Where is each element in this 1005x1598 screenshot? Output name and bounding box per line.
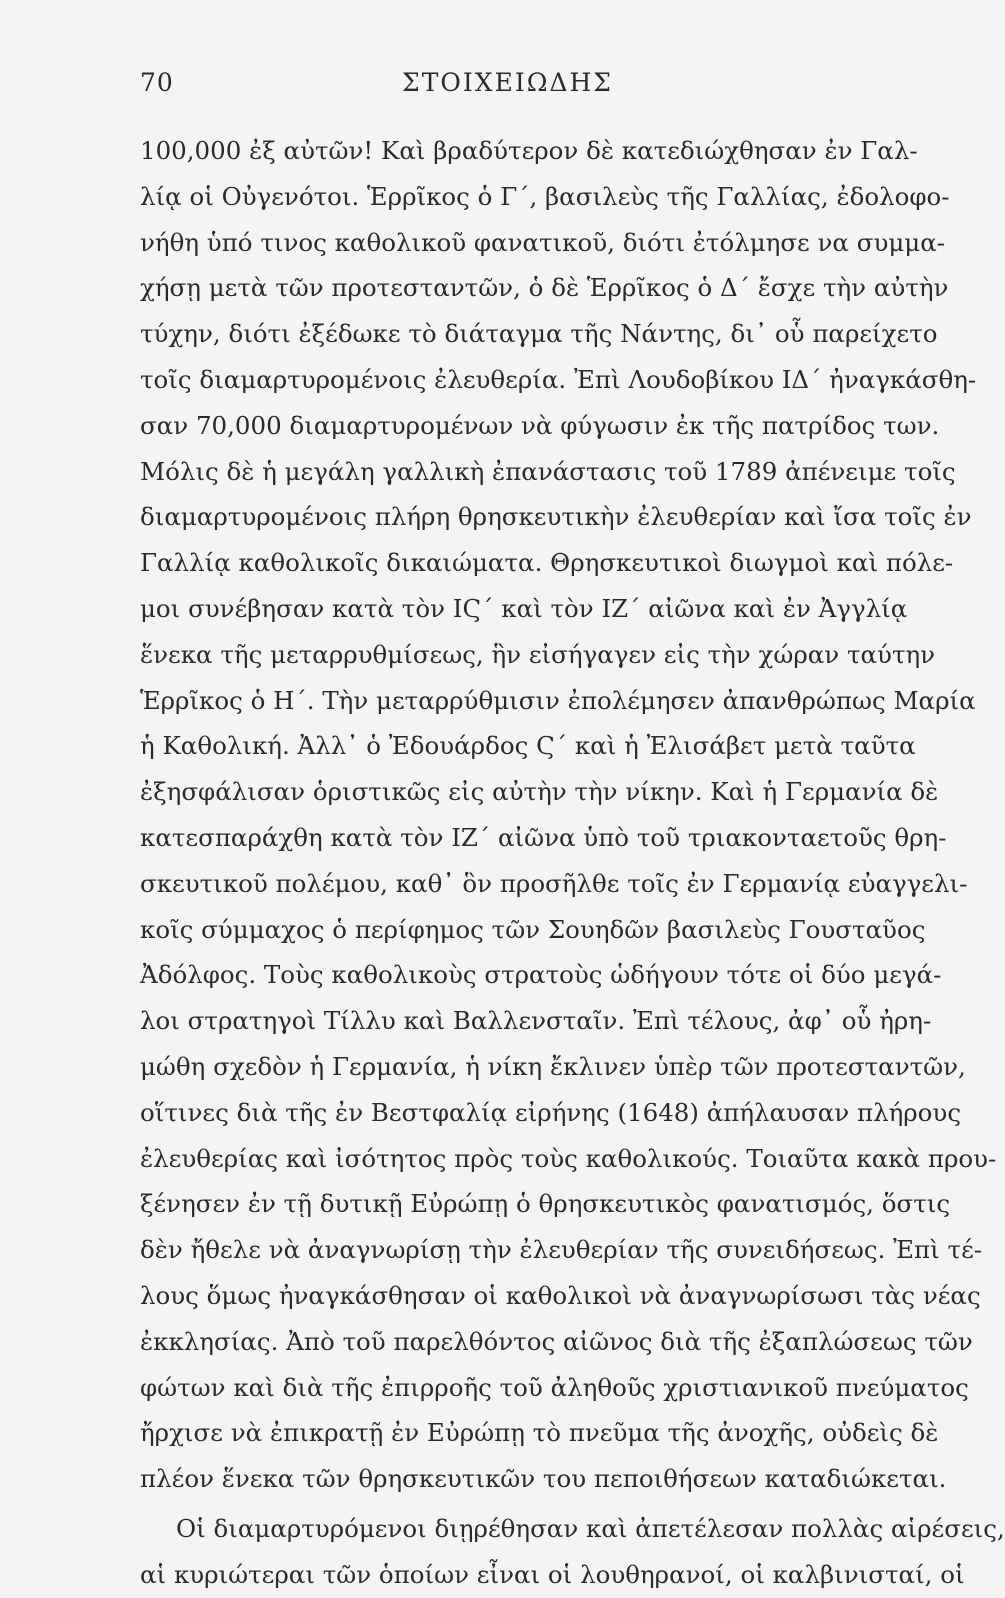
- text-line: ἕνεκα τῆς μεταρρυθμίσεως, ἣν εἰσήγαγεν εἰς τὴν χώραν ταύτην: [140, 639, 936, 669]
- text-line: ξένησεν ἐν τῇ δυτικῇ Εὐρώπῃ ὁ θρησκευτικὸς φανατισμός, ὅστις: [140, 1189, 951, 1219]
- text-line: μοι συνέβησαν κατὰ τὸν ΙϚ΄ καὶ τὸν ΙΖ΄ αἰῶνα καὶ ἐν Ἀγγλίᾳ: [140, 593, 908, 623]
- text-line: Ἀδόλφος. Τοὺς καθολικοὺς στρατοὺς ὡδήγουν τότε οἱ δύο μεγά-: [140, 960, 942, 990]
- text-line: ἐλευθερίας καὶ ἰσότητος πρὸς τοὺς καθολικούς. Τοιαῦτα κακὰ πρου-: [140, 1143, 997, 1173]
- text-line: τοῖς διαμαρτυρομένοις ἐλευθερία. Ἐπὶ Λουδοβίκου ΙΔ΄ ἠναγκάσθη-: [140, 364, 977, 394]
- text-line: κατεσπαράχθη κατὰ τὸν ΙΖ΄ αἰῶνα ὑπὸ τοῦ τριακονταετοῦς θρη-: [140, 822, 947, 852]
- text-line: νήθη ὑπό τινος καθολικοῦ φανατικοῦ, διότι ἐτόλμησε να συμμα-: [140, 227, 946, 257]
- text-line: σκευτικοῦ πολέμου, καθ᾽ ὃν προσῆλθε τοῖς ἐν Γερμανίᾳ εὐαγγελι-: [140, 868, 968, 898]
- text-line: δὲν ἤθελε νὰ ἀναγνωρίσῃ τὴν ἐλευθερίαν τῆς συνειδήσεως. Ἐπὶ τέ-: [140, 1235, 983, 1265]
- text-line: λοι στρατηγοὶ Τίλλυ καὶ Βαλλενσταῖν. Ἐπὶ τέλους, ἀφ᾽ οὗ ἠρη-: [140, 1006, 932, 1036]
- page-number: 70: [140, 68, 174, 97]
- text-line: Οἱ διαμαρτυρόμενοι διῃρέθησαν καὶ ἀπετέλεσαν πολλὰς αἱρέσεις,: [176, 1513, 1005, 1543]
- text-line: ἐκκλησίας. Ἀπὸ τοῦ παρελθόντος αἰῶνος διὰ τῆς ἐξαπλώσεως τῶν: [140, 1326, 973, 1356]
- text-line: κοῖς σύμμαχος ὁ περίφημος τῶν Σουηδῶν βασιλεὺς Γουσταῦος: [140, 914, 926, 944]
- text-line: χήσῃ μετὰ τῶν προτεσταντῶν, ὁ δὲ Ἑρρῖκος ὁ Δ΄ ἔσχε τὴν αὐτὴν: [140, 273, 949, 303]
- text-line: σαν 70,000 διαμαρτυρομένων νὰ φύγωσιν ἐκ τῆς πατρίδος των.: [140, 410, 940, 440]
- text-line: 100,000 ἐξ αὐτῶν! Καὶ βραδύτερον δὲ κατεδιώχθησαν ἐν Γαλ-: [140, 136, 918, 165]
- text-line: πλέον ἕνεκα τῶν θρησκευτικῶν του πεποιθήσεων καταδιώκεται.: [140, 1464, 947, 1494]
- running-title: ΣΤΟΙΧΕΙΩΔΗΣ: [402, 68, 613, 97]
- text-line: αἱ κυριώτεραι τῶν ὁποίων εἶναι οἱ λουθηρανοί, οἱ καλβινισταί, οἱ: [140, 1559, 965, 1589]
- text-line: φώτων καὶ διὰ τῆς ἐπιρροῆς τοῦ ἀληθοῦς χριστιανικοῦ πνεύματος: [140, 1372, 969, 1402]
- text-line: λίᾳ οἱ Οὐγενότοι. Ἑρρῖκος ὁ Γ΄, βασιλεὺς τῆς Γαλλίας, ἐδολοφο-: [140, 181, 950, 211]
- text-line: μώθη σχεδὸν ἡ Γερμανία, ἡ νίκη ἔκλινεν ὑπὲρ τῶν προτεσταντῶν,: [140, 1051, 966, 1081]
- body-text: [140, 128, 1005, 1598]
- text-line: ἐξησφάλισαν ὁριστικῶς εἰς αὐτὴν τὴν νίκην. Καὶ ἡ Γερμανία δὲ: [140, 777, 939, 807]
- text-line: λους ὅμως ἠναγκάσθησαν οἱ καθολικοὶ νὰ ἀναγνωρίσωσι τὰς νέας: [140, 1280, 981, 1310]
- text-line: Μόλις δὲ ἡ μεγάλη γαλλικὴ ἐπανάστασις τοῦ 1789 ἀπένειμε τοῖς: [140, 456, 956, 486]
- text-line: τύχην, διότι ἐξέδωκε τὸ διάταγμα τῆς Νάντης, δι᾽ οὗ παρείχετο: [140, 319, 938, 349]
- text-line: οἵτινες διὰ τῆς ἐν Βεστφαλίᾳ εἰρήνης (1648) ἀπήλαυσαν πλήρους: [140, 1097, 962, 1127]
- text-line: Ἑρρῖκος ὁ Η΄. Τὴν μεταρρύθμισιν ἐπολέμησεν ἀπανθρώπως Μαρία: [140, 685, 976, 715]
- text-line: διαμαρτυρομένοις πλήρη θρησκευτικὴν ἐλευθερίαν καὶ ἴσα τοῖς ἐν: [140, 502, 972, 532]
- text-line: ἤρχισε νὰ ἐπικρατῇ ἐν Εὐρώπῃ τὸ πνεῦμα τῆς ἀνοχῆς, οὐδεὶς δὲ: [140, 1418, 939, 1448]
- page-header: [140, 68, 875, 104]
- text-line: Γαλλίᾳ καθολικοῖς δικαιώματα. Θρησκευτικοὶ διωγμοὶ καὶ πόλε-: [140, 548, 954, 578]
- text-line: ἡ Καθολική. Ἀλλ᾽ ὁ Ἐδουάρδος Ϛ΄ καὶ ἡ Ἐλισάβετ μετὰ ταῦτα: [140, 731, 916, 761]
